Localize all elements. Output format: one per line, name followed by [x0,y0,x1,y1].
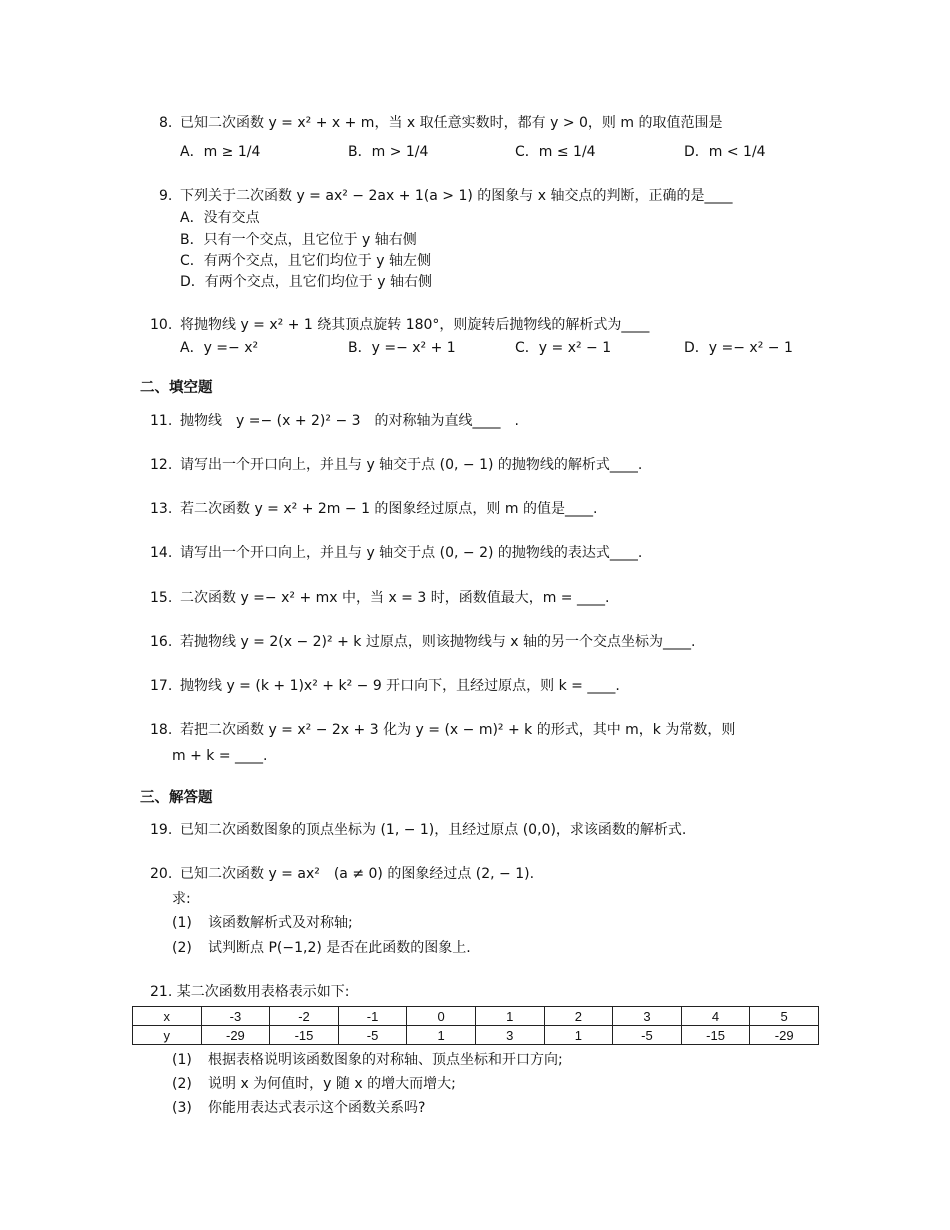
q15-number: 15. [150,590,173,606]
table-cell: -3 [201,1007,270,1026]
q17-number: 17. [150,678,173,694]
q20-sub1-number: (1) [172,915,192,931]
q10-option-b: B．y =− x² + 1 [348,340,456,356]
section-heading-fill-blank: 二、填空题 [140,380,213,396]
q18-number: 18. [150,722,173,738]
q21-sub3-number: (3) [172,1100,192,1116]
table-cell: 5 [750,1007,819,1026]
q20-sub2-number: (2) [172,940,192,956]
table-cell: -5 [613,1026,682,1045]
q21-text: 21. 某二次函数用表格表示如下: [150,984,350,1000]
table-cell: -15 [681,1026,750,1045]
q14-number: 14. [150,545,173,561]
table-cell: 1 [475,1007,544,1026]
q19-number: 19. [150,822,173,838]
table-row-x [133,1007,819,1026]
q17-text: 抛物线 y = (k + 1)x² + k² − 9 开口向下，且经过原点，则 k = ____. [180,678,620,694]
table-cell: -1 [338,1007,407,1026]
q21-sub3-text: 你能用表达式表示这个函数关系吗? [208,1100,426,1116]
table-cell: y [133,1026,202,1045]
q20-ask: 求: [172,891,191,907]
q18-text-continued: m + k = ____. [172,748,268,764]
q12-number: 12. [150,457,173,473]
q21-sub1-number: (1) [172,1052,192,1068]
q8-option-b: B．m > 1/4 [348,144,429,160]
q11-text: 抛物线 y =− (x + 2)² − 3 的对称轴为直线____ . [180,413,519,429]
q10-number: 10. [150,317,173,333]
table-cell: 3 [613,1007,682,1026]
q12-text: 请写出一个开口向上，并且与 y 轴交于点 (0, − 1) 的抛物线的解析式____. [180,457,643,473]
table-cell: 1 [544,1026,613,1045]
table-cell: -29 [201,1026,270,1045]
table-cell: -2 [270,1007,339,1026]
table-cell: 2 [544,1007,613,1026]
q14-text: 请写出一个开口向上，并且与 y 轴交于点 (0, − 2) 的抛物线的表达式____. [180,545,643,561]
q8-number: 8. [159,115,173,131]
q9-option-c: C．有两个交点，且它们均位于 y 轴左侧 [180,253,431,269]
q9-option-d: D．有两个交点，且它们均位于 y 轴右侧 [180,274,432,290]
q13-text: 若二次函数 y = x² + 2m − 1 的图象经过原点，则 m 的值是____. [180,501,598,517]
q8-option-c: C．m ≤ 1/4 [515,144,596,160]
q10-text: 将抛物线 y = x² + 1 绕其顶点旋转 180°，则旋转后抛物线的解析式为____ [180,317,650,333]
table-row-y [133,1026,819,1045]
q16-number: 16. [150,634,173,650]
q21-sub2-number: (2) [172,1076,192,1092]
q10-option-d: D．y =− x² − 1 [684,340,793,356]
q16-text: 若抛物线 y = 2(x − 2)² + k 过原点，则该抛物线与 x 轴的另一个交点坐标为____. [180,634,696,650]
q10-option-c: C．y = x² − 1 [515,340,612,356]
q21-value-table [132,1006,819,1045]
table-cell: x [133,1007,202,1026]
table-cell: 1 [407,1026,476,1045]
q20-text: 已知二次函数 y = ax² (a ≠ 0) 的图象经过点 (2, − 1). [180,866,535,882]
table-cell: -29 [750,1026,819,1045]
table-cell: 3 [475,1026,544,1045]
q8-option-d: D．m < 1/4 [684,144,766,160]
table-cell: 0 [407,1007,476,1026]
table-cell: -5 [338,1026,407,1045]
q9-text: 下列关于二次函数 y = ax² − 2ax + 1(a > 1) 的图象与 x 轴交点的判断，正确的是____ [180,188,733,204]
section-heading-solve: 三、解答题 [140,790,213,806]
q9-number: 9. [159,188,173,204]
q9-option-a: A．没有交点 [180,210,260,226]
q21-sub1-text: 根据表格说明该函数图象的对称轴、顶点坐标和开口方向; [208,1052,563,1068]
q21-sub2-text: 说明 x 为何值时，y 随 x 的增大而增大; [208,1076,456,1092]
q20-number: 20. [150,866,173,882]
q20-sub2-text: 试判断点 P(−1,2) 是否在此函数的图象上. [208,940,471,956]
q8-text: 已知二次函数 y = x² + x + m，当 x 取任意实数时，都有 y > 0，则 m 的取值范围是 [180,115,723,131]
table-cell: 4 [681,1007,750,1026]
q15-text: 二次函数 y =− x² + mx 中，当 x = 3 时，函数值最大，m = ____. [180,590,610,606]
q19-text: 已知二次函数图象的顶点坐标为 (1, − 1)，且经过原点 (0,0)，求该函数的解析式. [180,822,687,838]
q8-option-a: A．m ≥ 1/4 [180,144,261,160]
q13-number: 13. [150,501,173,517]
q11-number: 11. [150,413,173,429]
q20-sub1-text: 该函数解析式及对称轴; [208,915,353,931]
q10-option-a: A．y =− x² [180,340,259,356]
table-cell: -15 [270,1026,339,1045]
q9-option-b: B．只有一个交点，且它位于 y 轴右侧 [180,232,417,248]
q18-text: 若把二次函数 y = x² − 2x + 3 化为 y = (x − m)² + k 的形式，其中 m，k 为常数，则 [180,722,736,738]
